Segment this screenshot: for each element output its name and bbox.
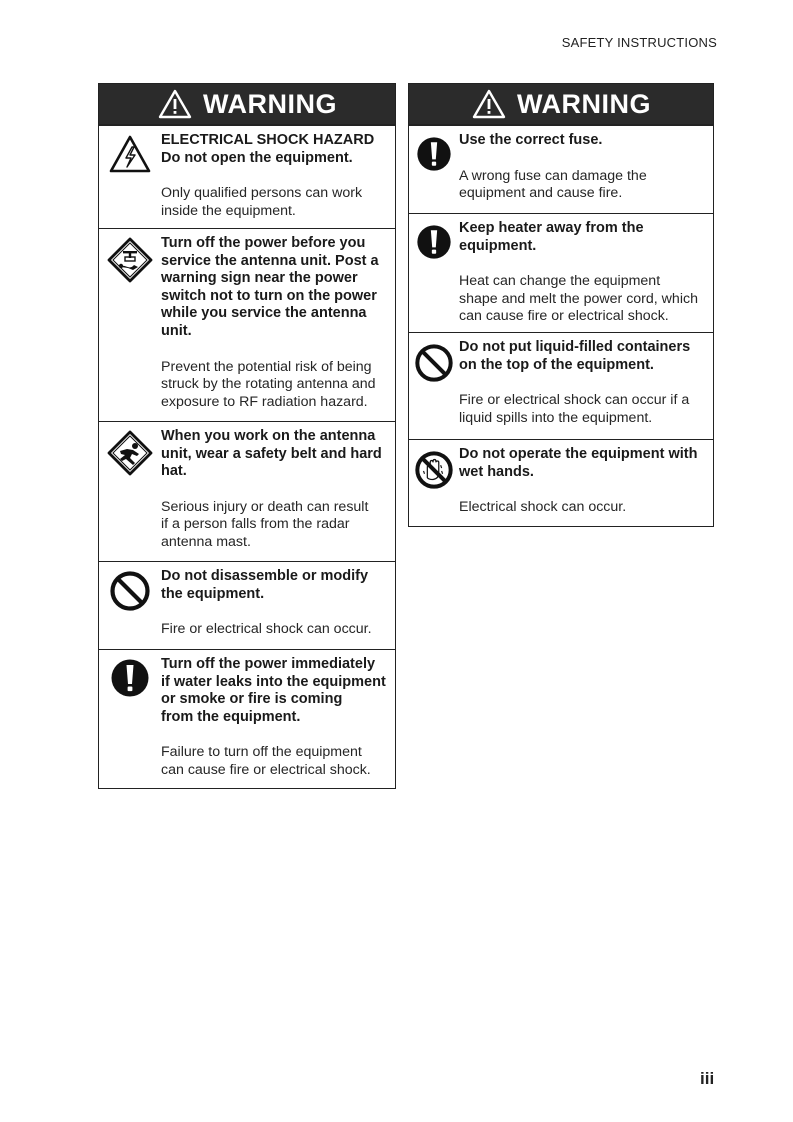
item-body: Serious injury or death can result if a person falls from the radar antenna mast.: [161, 498, 369, 550]
banner-label: WARNING: [517, 88, 651, 119]
warning-banner: [99, 84, 395, 125]
item-body: Fire or electrical shock can occur.: [161, 621, 372, 638]
warning-panel-left: [98, 83, 396, 789]
warning-item: [409, 332, 713, 439]
no-wet-hands-icon: [414, 450, 454, 490]
warning-banner: [409, 84, 713, 125]
item-title: Turn off the power before you service the antenna unit. Post a warning sign near the power switch not to turn on the power while you service the antenna unit.: [161, 235, 379, 339]
item-body: A wrong fuse can damage the equipment and cause fire.: [459, 167, 647, 202]
item-title: When you work on the antenna unit, wear a safety belt and hard hat.: [161, 428, 382, 480]
falling-person-diamond-icon: [107, 430, 153, 476]
banner-label: WARNING: [203, 88, 337, 119]
warning-triangle-icon: [471, 88, 507, 120]
page-number: iii: [700, 1069, 715, 1088]
item-title: Do not disassemble or modify the equipment.: [161, 568, 369, 602]
warning-item: [409, 213, 713, 332]
antenna-rotation-diamond-icon: [107, 237, 153, 283]
warning-item: [99, 649, 395, 788]
item-title: Keep heater away from the equipment.: [459, 220, 644, 254]
exclamation-circle-icon: [110, 658, 150, 698]
item-body: Heat can change the equipment shape and melt the power cord, which can cause fire or electrical shock.: [459, 273, 698, 325]
exclamation-circle-icon: [416, 136, 452, 172]
prohibition-icon: [414, 343, 454, 383]
item-title: Do not operate the equipment with wet hands.: [459, 446, 698, 480]
warning-item: [99, 421, 395, 561]
item-title: Turn off the power immediately if water leaks into the equipment or smoke or fire is coming from the equipment.: [161, 656, 386, 725]
prohibition-icon: [109, 570, 151, 612]
warning-item: [99, 228, 395, 421]
warning-item: [99, 561, 395, 649]
page-header: SAFETY INSTRUCTIONS: [561, 35, 717, 50]
warning-triangle-icon: [157, 88, 193, 120]
item-title: Use the correct fuse.: [459, 132, 603, 148]
warning-item: [409, 439, 713, 526]
item-body: Fire or electrical shock can occur if a liquid spills into the equipment.: [459, 392, 690, 426]
item-title: ELECTRICAL SHOCK HAZARD Do not open the equipment.: [161, 132, 375, 166]
item-body: Only qualified persons can work inside the equipment.: [161, 185, 363, 219]
warning-item: [409, 125, 713, 213]
warning-item: [99, 125, 395, 228]
warning-panel-right: [408, 83, 714, 527]
item-body: Failure to turn off the equipment can cause fire or electrical shock.: [161, 744, 371, 778]
item-body: Prevent the potential risk of being struck by the rotating antenna and exposure to RF radiation hazard.: [161, 358, 376, 410]
item-body: Electrical shock can occur.: [459, 499, 627, 516]
exclamation-circle-icon: [416, 224, 452, 260]
item-title: Do not put liquid-filled containers on the top of the equipment.: [459, 339, 691, 373]
electrical-shock-triangle-icon: [108, 134, 152, 174]
